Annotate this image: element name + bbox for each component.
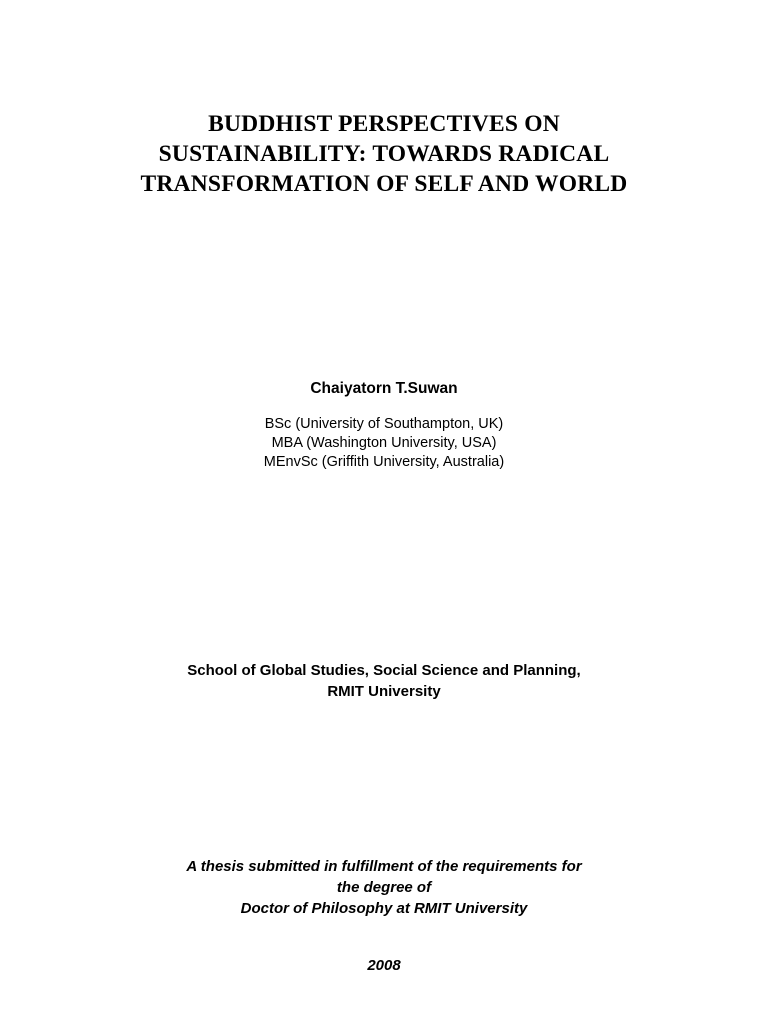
institution-line: School of Global Studies, Social Science and Planning, (187, 662, 581, 679)
thesis-title-line: BUDDHIST PERSPECTIVES ON (208, 111, 560, 137)
submission-year: 2008 (367, 957, 401, 974)
thesis-statement (0, 856, 768, 919)
degree-line: MEnvSc (Griffith University, Australia) (263, 454, 505, 470)
degree-line: BSc (University of Southampton, UK) (264, 416, 504, 432)
institution-line: RMIT University (327, 683, 441, 700)
degree-line: MBA (Washington University, USA) (271, 435, 497, 451)
thesis-title-line: SUSTAINABILITY: TOWARDS RADICAL (158, 141, 610, 167)
thesis-statement-line: Doctor of Philosophy at RMIT University (240, 900, 528, 917)
thesis-title-line: TRANSFORMATION OF SELF AND WORLD (140, 171, 628, 197)
thesis-statement-line: the degree of (336, 879, 432, 896)
thesis-statement-line: A thesis submitted in fulfillment of the requirements for (186, 858, 582, 875)
institution (0, 660, 768, 702)
author-name: Chaiyatorn T.Suwan (310, 380, 458, 397)
thesis-title (0, 109, 768, 199)
author-degrees (0, 415, 768, 472)
